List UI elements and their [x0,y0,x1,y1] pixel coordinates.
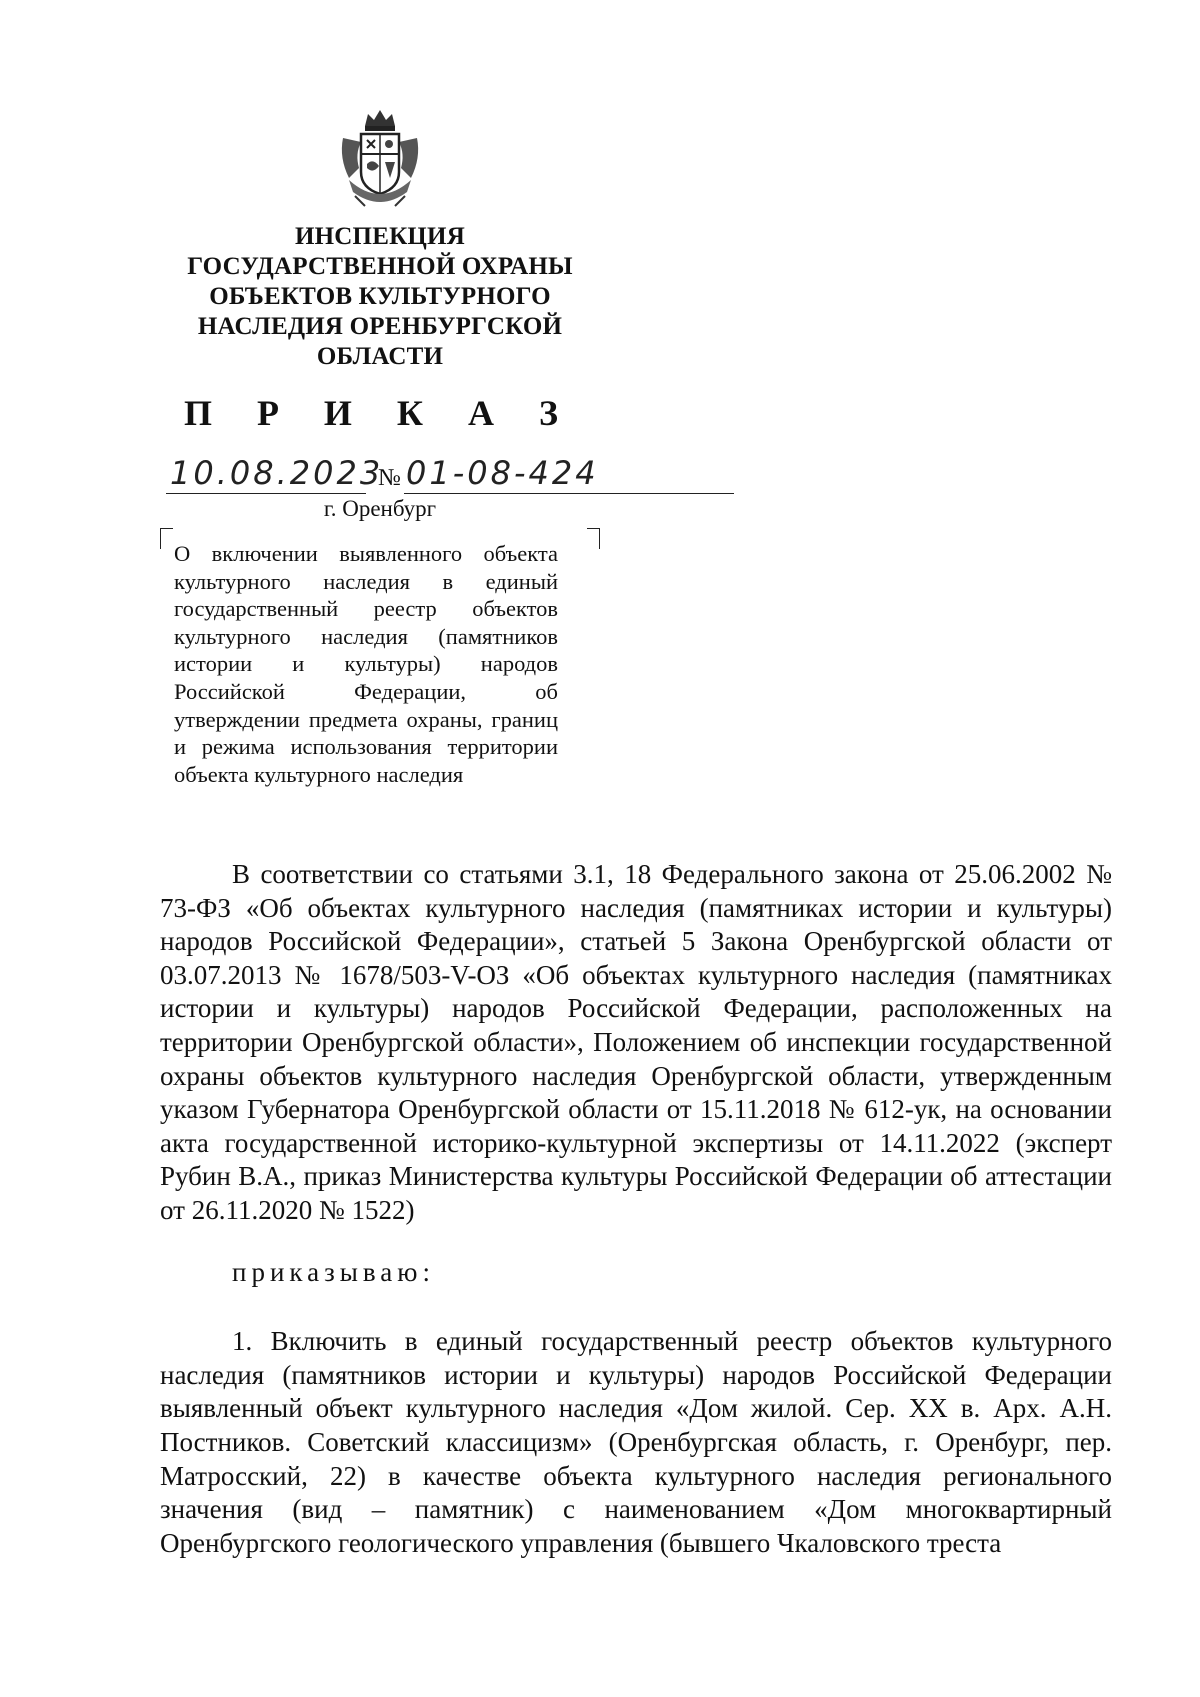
authority-line: ОБЪЕКТОВ КУЛЬТУРНОГО [209,283,551,310]
date-underline [166,493,366,494]
preamble-paragraph: В соответствии со статьями 3.1, 18 Федерального закона от 25.06.2002 № 73-ФЗ «Об объектах культурного наследия (памятниках истории и культуры) народов Российской Федерации», статьей 5 Закона Оренбургской области от 03.07.2013 № 1678/503-V-ОЗ «Об объектах культурного наследия (памятниках истории и культуры) народов Российской Федерации, расположенных на территории Оренбургской области», Положением об инспекции государственной охраны объектов культурного наследия Оренбургской области, утвержденным указом Губернатора Оренбургской области от 15.11.2018 № 612-ук, на основании акта государственной историко-культурной экспертизы от 14.11.2022 (эксперт Рубин В.А., приказ Министерства культуры Российской Федерации об аттестации от 26.11.2020 № 1522) [160,859,1112,1225]
order-subject: О включении выявленного объекта культурного наследия в единый государственный реестр объектов культурного наследия (памятников истории и культуры) народов Российской Федерации, об утверждении предмета охраны, границ и режима использования территории объекта культурного наследия [174,541,558,787]
issue-city: г. Оренбург [323,496,437,521]
document-body [160,858,1112,1560]
authority-line: ИНСПЕКЦИЯ [295,223,465,250]
authority-line: НАСЛЕДИЯ ОРЕНБУРГСКОЙ [197,313,563,340]
right-corner-bracket [587,528,600,549]
clause-1: 1. Включить в единый государственный реестр объектов культурного наследия (памятников истории и культуры) народов Российской Федерации выявленный объект культурного наследия «Дом жилой. Сер. XX в. Арх. А.Н. Постников. Советский классицизм» (Оренбургская область, г. Оренбург, пер. Матросский, 22) в качестве объекта культурного наследия регионального значения (вид – памятник) с наименованием «Дом многоквартирный Оренбургского геологического управления (бывшего Чкаловского треста [160,1326,1112,1558]
document-type-title: П Р И К А З [183,393,577,433]
coat-of-arms-icon [335,108,425,212]
issuing-authority [160,222,600,372]
order-date: 10.08.2023 [170,454,384,492]
authority-line: ОБЛАСТИ [316,343,444,370]
left-corner-bracket [160,528,173,549]
number-underline [404,493,734,494]
authority-line: ГОСУДАРСТВЕННОЙ ОХРАНЫ [187,253,573,280]
date-number-line [160,450,640,498]
directive-word: приказываю: [232,1256,435,1287]
order-number: 01-08-424 [406,454,599,492]
number-sign: № [378,465,401,491]
subject-block [160,528,600,818]
